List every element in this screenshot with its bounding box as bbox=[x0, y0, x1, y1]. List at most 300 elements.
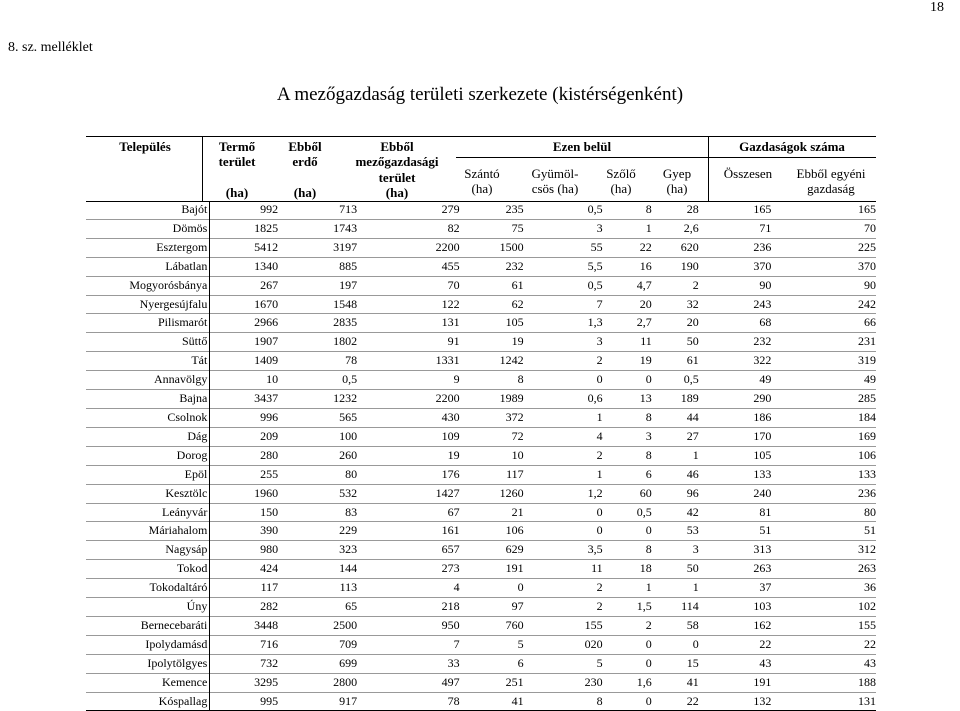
cell-erdo: 83 bbox=[345, 504, 358, 519]
cell-szolo: 6 bbox=[645, 466, 652, 481]
cell-gyep: 15 bbox=[686, 655, 699, 670]
table-row bbox=[86, 371, 876, 390]
cell-termo-terulet: 280 bbox=[260, 447, 279, 462]
cell-mezogazdasagi-terulet: 1331 bbox=[435, 353, 460, 368]
cell-mezogazdasagi-terulet: 33 bbox=[447, 655, 460, 670]
header-mezo-3: terület bbox=[378, 170, 416, 185]
cell-erdo: 65 bbox=[345, 599, 358, 614]
cell-erdo: 917 bbox=[339, 693, 358, 708]
cell-termo-terulet: 267 bbox=[260, 277, 279, 292]
cell-szolo: 0 bbox=[645, 655, 652, 670]
page-number: 18 bbox=[930, 0, 944, 15]
cell-gyep: 46 bbox=[686, 466, 699, 481]
header-szolo-1: Szőlő bbox=[606, 166, 636, 181]
cell-osszesen: 90 bbox=[759, 277, 772, 292]
cell-telepules: Nagysáp bbox=[86, 541, 210, 560]
cell-szolo: 18 bbox=[639, 561, 652, 576]
cell-gyep: 1 bbox=[692, 580, 699, 595]
cell-telepules: Dömös bbox=[86, 219, 210, 238]
table-row bbox=[86, 276, 876, 295]
table-row bbox=[86, 238, 876, 257]
cell-osszesen: 322 bbox=[753, 353, 772, 368]
table-row bbox=[86, 692, 876, 711]
cell-szolo: 22 bbox=[639, 239, 652, 254]
table-row bbox=[86, 522, 876, 541]
cell-osszesen: 81 bbox=[759, 504, 772, 519]
cell-szanto: 232 bbox=[505, 258, 524, 273]
header-osszesen: Összesen bbox=[723, 166, 773, 181]
header-erdo-1: Ebből bbox=[288, 139, 322, 154]
cell-erdo: 1548 bbox=[333, 296, 358, 311]
table-row bbox=[86, 333, 876, 352]
table-row bbox=[86, 560, 876, 579]
cell-telepules: Mogyorósbánya bbox=[86, 276, 210, 295]
table-row bbox=[86, 446, 876, 465]
cell-szolo: 2,7 bbox=[636, 315, 652, 330]
cell-gyumolcsos: 7 bbox=[596, 296, 603, 311]
cell-gyumolcsos: 1,2 bbox=[587, 485, 603, 500]
cell-szanto: 97 bbox=[511, 599, 524, 614]
cell-telepules: Dág bbox=[86, 427, 210, 446]
cell-mezogazdasagi-terulet: 1427 bbox=[435, 485, 460, 500]
cell-szolo: 8 bbox=[645, 447, 652, 462]
header-egyeni-1: Ebből egyéni bbox=[796, 166, 866, 181]
cell-gyumolcsos: 5,5 bbox=[587, 258, 603, 273]
cell-szolo: 11 bbox=[640, 334, 652, 349]
cell-osszesen: 133 bbox=[753, 466, 772, 481]
cell-szanto: 235 bbox=[505, 202, 524, 216]
cell-erdo: 3197 bbox=[333, 239, 358, 254]
cell-mezogazdasagi-terulet: 9 bbox=[453, 372, 460, 387]
cell-szolo: 0 bbox=[645, 636, 652, 651]
cell-egyeni-gazdasag: 370 bbox=[858, 258, 876, 273]
cell-osszesen: 132 bbox=[753, 693, 772, 708]
cell-termo-terulet: 390 bbox=[260, 523, 279, 538]
header-subdivider bbox=[456, 157, 708, 158]
cell-telepules: Kóspallag bbox=[86, 692, 210, 711]
cell-gyumolcsos: 020 bbox=[584, 636, 603, 651]
cell-mezogazdasagi-terulet: 78 bbox=[447, 693, 460, 708]
header-szanto-2: (ha) bbox=[471, 181, 493, 196]
cell-erdo: 0,5 bbox=[342, 372, 358, 387]
header-szolo-2: (ha) bbox=[610, 181, 632, 196]
cell-telepules: Nyergesújfalu bbox=[86, 295, 210, 314]
cell-mezogazdasagi-terulet: 161 bbox=[441, 523, 460, 538]
table-row bbox=[86, 465, 876, 484]
cell-gyumolcsos: 1 bbox=[596, 466, 603, 481]
cell-szolo: 0 bbox=[645, 523, 652, 538]
header-subdivider bbox=[708, 157, 876, 158]
cell-telepules: Leányvár bbox=[86, 503, 210, 522]
cell-erdo: 78 bbox=[345, 353, 358, 368]
cell-gyumolcsos: 1 bbox=[596, 409, 603, 424]
cell-mezogazdasagi-terulet: 455 bbox=[441, 258, 460, 273]
cell-termo-terulet: 282 bbox=[260, 599, 279, 614]
cell-osszesen: 105 bbox=[753, 447, 772, 462]
cell-termo-terulet: 1825 bbox=[254, 220, 279, 235]
cell-gyep: 2 bbox=[692, 277, 699, 292]
cell-gyumolcsos: 0,6 bbox=[587, 391, 603, 406]
cell-egyeni-gazdasag: 131 bbox=[858, 693, 876, 708]
cell-szanto: 1500 bbox=[499, 239, 524, 254]
cell-szolo: 0 bbox=[645, 693, 652, 708]
cell-mezogazdasagi-terulet: 7 bbox=[453, 636, 460, 651]
cell-osszesen: 165 bbox=[753, 202, 772, 216]
cell-szanto: 10 bbox=[511, 447, 524, 462]
cell-szanto: 21 bbox=[511, 504, 524, 519]
table-row bbox=[86, 390, 876, 409]
annex-label: 8. sz. melléklet bbox=[8, 40, 93, 55]
cell-szolo: 1 bbox=[645, 580, 652, 595]
cell-osszesen: 51 bbox=[759, 523, 772, 538]
cell-mezogazdasagi-terulet: 273 bbox=[441, 561, 460, 576]
header-erdo-3: (ha) bbox=[293, 185, 317, 200]
cell-osszesen: 22 bbox=[759, 636, 772, 651]
cell-telepules: Epöl bbox=[86, 465, 210, 484]
cell-erdo: 1743 bbox=[333, 220, 358, 235]
cell-erdo: 885 bbox=[339, 258, 358, 273]
cell-osszesen: 43 bbox=[759, 655, 772, 670]
agriculture-table bbox=[86, 201, 876, 711]
table-row bbox=[86, 616, 876, 635]
table-row bbox=[86, 408, 876, 427]
cell-szolo: 60 bbox=[639, 485, 652, 500]
cell-egyeni-gazdasag: 43 bbox=[864, 655, 876, 670]
cell-mezogazdasagi-terulet: 19 bbox=[447, 447, 460, 462]
cell-erdo: 699 bbox=[339, 655, 358, 670]
cell-mezogazdasagi-terulet: 70 bbox=[447, 277, 460, 292]
table-row bbox=[86, 503, 876, 522]
header-ezen-belul: Ezen belül bbox=[552, 139, 612, 154]
cell-erdo: 1232 bbox=[333, 391, 358, 406]
cell-erdo: 323 bbox=[339, 542, 358, 557]
cell-termo-terulet: 5412 bbox=[254, 239, 279, 254]
cell-szanto: 72 bbox=[511, 428, 524, 443]
cell-egyeni-gazdasag: 49 bbox=[864, 372, 876, 387]
cell-gyep: 2,6 bbox=[683, 220, 699, 235]
cell-szanto: 75 bbox=[511, 220, 524, 235]
cell-telepules: Dorog bbox=[86, 446, 210, 465]
table-row bbox=[86, 201, 876, 219]
cell-gyumolcsos: 0,5 bbox=[587, 277, 603, 292]
cell-mezogazdasagi-terulet: 4 bbox=[453, 580, 460, 595]
cell-gyumolcsos: 3,5 bbox=[587, 542, 603, 557]
header-szanto-1: Szántó bbox=[464, 166, 500, 181]
cell-osszesen: 263 bbox=[753, 561, 772, 576]
cell-erdo: 260 bbox=[339, 447, 358, 462]
header-gazdasagok: Gazdaságok száma bbox=[739, 139, 845, 154]
table-row bbox=[86, 295, 876, 314]
table-row bbox=[86, 579, 876, 598]
cell-gyep: 0 bbox=[692, 636, 699, 651]
cell-egyeni-gazdasag: 106 bbox=[858, 447, 876, 462]
cell-telepules: Bernecebaráti bbox=[86, 616, 210, 635]
cell-erdo: 2800 bbox=[333, 674, 358, 689]
cell-szolo: 1,5 bbox=[636, 599, 652, 614]
cell-mezogazdasagi-terulet: 430 bbox=[441, 409, 460, 424]
cell-telepules: Tát bbox=[86, 352, 210, 371]
cell-mezogazdasagi-terulet: 950 bbox=[441, 617, 460, 632]
cell-szolo: 20 bbox=[639, 296, 652, 311]
cell-gyumolcsos: 5 bbox=[596, 655, 603, 670]
cell-erdo: 709 bbox=[339, 636, 358, 651]
cell-termo-terulet: 10 bbox=[266, 372, 279, 387]
cell-gyep: 1 bbox=[692, 447, 699, 462]
cell-osszesen: 236 bbox=[753, 239, 772, 254]
cell-osszesen: 71 bbox=[759, 220, 772, 235]
cell-gyep: 58 bbox=[686, 617, 699, 632]
cell-telepules: Kesztölc bbox=[86, 484, 210, 503]
cell-termo-terulet: 732 bbox=[260, 655, 279, 670]
cell-szanto: 629 bbox=[505, 542, 524, 557]
cell-egyeni-gazdasag: 225 bbox=[858, 239, 876, 254]
header-mezo-1: Ebből bbox=[380, 139, 414, 154]
cell-telepules: Pilismarót bbox=[86, 314, 210, 333]
cell-mezogazdasagi-terulet: 497 bbox=[441, 674, 460, 689]
cell-osszesen: 49 bbox=[759, 372, 772, 387]
cell-termo-terulet: 996 bbox=[260, 409, 279, 424]
cell-termo-terulet: 255 bbox=[260, 466, 279, 481]
cell-gyep: 28 bbox=[686, 202, 699, 216]
header-gyumolcs-1: Gyümöl- bbox=[531, 166, 579, 181]
cell-szolo: 0,5 bbox=[636, 504, 652, 519]
cell-gyep: 190 bbox=[680, 258, 699, 273]
cell-szolo: 1,6 bbox=[636, 674, 652, 689]
cell-telepules: Tokodaltáró bbox=[86, 579, 210, 598]
cell-szanto: 62 bbox=[511, 296, 524, 311]
cell-gyumolcsos: 2 bbox=[596, 353, 603, 368]
cell-mezogazdasagi-terulet: 109 bbox=[441, 428, 460, 443]
cell-egyeni-gazdasag: 242 bbox=[858, 296, 876, 311]
cell-szanto: 117 bbox=[506, 466, 524, 481]
table-row bbox=[86, 314, 876, 333]
cell-telepules: Esztergom bbox=[86, 238, 210, 257]
cell-gyep: 20 bbox=[686, 315, 699, 330]
cell-egyeni-gazdasag: 188 bbox=[858, 674, 876, 689]
cell-termo-terulet: 424 bbox=[260, 561, 279, 576]
header-divider bbox=[202, 137, 203, 201]
cell-mezogazdasagi-terulet: 279 bbox=[441, 202, 460, 216]
cell-gyumolcsos: 1,3 bbox=[587, 315, 603, 330]
cell-erdo: 2835 bbox=[333, 315, 358, 330]
cell-egyeni-gazdasag: 319 bbox=[858, 353, 876, 368]
header-termo-1: Termő bbox=[218, 139, 256, 154]
cell-termo-terulet: 992 bbox=[260, 202, 279, 216]
cell-szolo: 16 bbox=[639, 258, 652, 273]
cell-erdo: 197 bbox=[339, 277, 358, 292]
cell-egyeni-gazdasag: 102 bbox=[858, 599, 876, 614]
cell-osszesen: 232 bbox=[753, 334, 772, 349]
table-row bbox=[86, 484, 876, 503]
cell-erdo: 100 bbox=[339, 428, 358, 443]
cell-szanto: 251 bbox=[505, 674, 524, 689]
header-termo-2: terület bbox=[218, 154, 256, 169]
cell-egyeni-gazdasag: 263 bbox=[858, 561, 876, 576]
cell-osszesen: 191 bbox=[753, 674, 772, 689]
cell-szolo: 4,7 bbox=[636, 277, 652, 292]
cell-erdo: 2500 bbox=[333, 617, 358, 632]
cell-termo-terulet: 995 bbox=[260, 693, 279, 708]
cell-telepules: Annavölgy bbox=[86, 371, 210, 390]
cell-erdo: 1802 bbox=[333, 334, 358, 349]
cell-termo-terulet: 980 bbox=[260, 542, 279, 557]
cell-termo-terulet: 150 bbox=[260, 504, 279, 519]
cell-termo-terulet: 1960 bbox=[254, 485, 279, 500]
cell-szolo: 3 bbox=[645, 428, 652, 443]
cell-szanto: 5 bbox=[517, 636, 524, 651]
cell-gyumolcsos: 2 bbox=[596, 599, 603, 614]
header-gyep-2: (ha) bbox=[666, 181, 688, 196]
cell-gyep: 620 bbox=[680, 239, 699, 254]
cell-szanto: 105 bbox=[505, 315, 524, 330]
cell-osszesen: 162 bbox=[753, 617, 772, 632]
cell-egyeni-gazdasag: 155 bbox=[858, 617, 876, 632]
cell-osszesen: 68 bbox=[759, 315, 772, 330]
cell-szanto: 61 bbox=[511, 277, 524, 292]
cell-osszesen: 186 bbox=[753, 409, 772, 424]
table-row bbox=[86, 352, 876, 371]
cell-mezogazdasagi-terulet: 2200 bbox=[435, 391, 460, 406]
cell-termo-terulet: 716 bbox=[260, 636, 279, 651]
cell-telepules: Bajót bbox=[86, 201, 210, 219]
cell-telepules: Tokod bbox=[86, 560, 210, 579]
cell-gyumolcsos: 0 bbox=[596, 504, 603, 519]
cell-egyeni-gazdasag: 165 bbox=[858, 202, 876, 216]
cell-termo-terulet: 209 bbox=[260, 428, 279, 443]
cell-gyep: 0,5 bbox=[683, 372, 699, 387]
cell-szanto: 191 bbox=[505, 561, 524, 576]
cell-termo-terulet: 1670 bbox=[254, 296, 279, 311]
cell-erdo: 80 bbox=[345, 466, 358, 481]
cell-gyumolcsos: 155 bbox=[584, 617, 603, 632]
cell-gyep: 50 bbox=[686, 561, 699, 576]
cell-gyep: 189 bbox=[680, 391, 699, 406]
cell-gyep: 53 bbox=[686, 523, 699, 538]
header-gyumolcs-2: csös (ha) bbox=[531, 181, 579, 196]
cell-erdo: 229 bbox=[339, 523, 358, 538]
cell-egyeni-gazdasag: 66 bbox=[864, 315, 876, 330]
cell-gyep: 22 bbox=[686, 693, 699, 708]
cell-osszesen: 313 bbox=[753, 542, 772, 557]
cell-gyep: 32 bbox=[686, 296, 699, 311]
cell-egyeni-gazdasag: 236 bbox=[858, 485, 876, 500]
cell-telepules: Bajna bbox=[86, 390, 210, 409]
cell-egyeni-gazdasag: 231 bbox=[858, 334, 876, 349]
cell-egyeni-gazdasag: 36 bbox=[864, 580, 876, 595]
cell-erdo: 565 bbox=[339, 409, 358, 424]
header-termo-3: (ha) bbox=[225, 185, 249, 200]
cell-termo-terulet: 117 bbox=[260, 580, 279, 595]
cell-gyep: 42 bbox=[686, 504, 699, 519]
cell-telepules: Ipolytölgyes bbox=[86, 654, 210, 673]
cell-gyep: 44 bbox=[686, 409, 699, 424]
cell-egyeni-gazdasag: 285 bbox=[858, 391, 876, 406]
cell-szanto: 1260 bbox=[499, 485, 524, 500]
cell-telepules: Ipolydamásd bbox=[86, 635, 210, 654]
cell-gyumolcsos: 2 bbox=[596, 580, 603, 595]
cell-szanto: 8 bbox=[517, 372, 524, 387]
cell-osszesen: 37 bbox=[759, 580, 772, 595]
cell-termo-terulet: 3437 bbox=[254, 391, 279, 406]
cell-szanto: 372 bbox=[505, 409, 524, 424]
cell-gyep: 27 bbox=[686, 428, 699, 443]
cell-osszesen: 240 bbox=[753, 485, 772, 500]
header-telepules: Település bbox=[119, 139, 171, 154]
cell-gyep: 50 bbox=[686, 334, 699, 349]
cell-szanto: 106 bbox=[505, 523, 524, 538]
cell-gyumolcsos: 11 bbox=[591, 561, 603, 576]
cell-telepules: Máriahalom bbox=[86, 522, 210, 541]
cell-telepules: Úny bbox=[86, 598, 210, 617]
cell-gyumolcsos: 230 bbox=[584, 674, 603, 689]
cell-termo-terulet: 3295 bbox=[254, 674, 279, 689]
cell-mezogazdasagi-terulet: 657 bbox=[441, 542, 460, 557]
table-row bbox=[86, 219, 876, 238]
cell-gyumolcsos: 8 bbox=[596, 693, 603, 708]
header-gyep-1: Gyep bbox=[662, 166, 692, 181]
cell-gyep: 41 bbox=[686, 674, 699, 689]
cell-egyeni-gazdasag: 70 bbox=[864, 220, 876, 235]
cell-gyumolcsos: 0 bbox=[596, 523, 603, 538]
cell-gyep: 61 bbox=[686, 353, 699, 368]
cell-telepules: Lábatlan bbox=[86, 257, 210, 276]
cell-gyep: 114 bbox=[681, 599, 699, 614]
header-erdo-2: erdő bbox=[292, 154, 318, 169]
cell-szolo: 8 bbox=[645, 542, 652, 557]
cell-telepules: Süttő bbox=[86, 333, 210, 352]
table-row bbox=[86, 541, 876, 560]
cell-szanto: 760 bbox=[505, 617, 524, 632]
header-mezo-2: mezőgazdasági bbox=[355, 154, 439, 169]
header-mezo-4: (ha) bbox=[385, 185, 409, 200]
cell-gyumolcsos: 2 bbox=[596, 447, 603, 462]
cell-szolo: 19 bbox=[639, 353, 652, 368]
cell-termo-terulet: 3448 bbox=[254, 617, 279, 632]
cell-gyumolcsos: 3 bbox=[596, 334, 603, 349]
cell-gyumolcsos: 0 bbox=[596, 372, 603, 387]
cell-osszesen: 170 bbox=[753, 428, 772, 443]
cell-szolo: 13 bbox=[639, 391, 652, 406]
cell-egyeni-gazdasag: 184 bbox=[858, 409, 876, 424]
cell-egyeni-gazdasag: 90 bbox=[864, 277, 876, 292]
cell-gyep: 3 bbox=[692, 542, 699, 557]
cell-termo-terulet: 1340 bbox=[254, 258, 279, 273]
cell-egyeni-gazdasag: 133 bbox=[858, 466, 876, 481]
cell-mezogazdasagi-terulet: 67 bbox=[447, 504, 460, 519]
cell-erdo: 144 bbox=[339, 561, 358, 576]
cell-szolo: 0 bbox=[645, 372, 652, 387]
cell-egyeni-gazdasag: 312 bbox=[858, 542, 876, 557]
cell-szolo: 8 bbox=[645, 409, 652, 424]
document-title: A mezőgazdaság területi szerkezete (kistérségenként) bbox=[276, 84, 684, 105]
cell-gyep: 96 bbox=[686, 485, 699, 500]
cell-osszesen: 243 bbox=[753, 296, 772, 311]
cell-erdo: 532 bbox=[339, 485, 358, 500]
cell-termo-terulet: 1409 bbox=[254, 353, 279, 368]
table-row bbox=[86, 673, 876, 692]
cell-gyumolcsos: 3 bbox=[596, 220, 603, 235]
cell-osszesen: 103 bbox=[753, 599, 772, 614]
header-egyeni-2: gazdaság bbox=[807, 181, 855, 196]
cell-gyumolcsos: 55 bbox=[590, 239, 603, 254]
cell-osszesen: 370 bbox=[753, 258, 772, 273]
cell-mezogazdasagi-terulet: 218 bbox=[441, 599, 460, 614]
cell-erdo: 113 bbox=[339, 580, 358, 595]
cell-egyeni-gazdasag: 51 bbox=[864, 523, 876, 538]
cell-egyeni-gazdasag: 169 bbox=[858, 428, 876, 443]
cell-gyumolcsos: 4 bbox=[596, 428, 603, 443]
table-header bbox=[86, 136, 876, 202]
